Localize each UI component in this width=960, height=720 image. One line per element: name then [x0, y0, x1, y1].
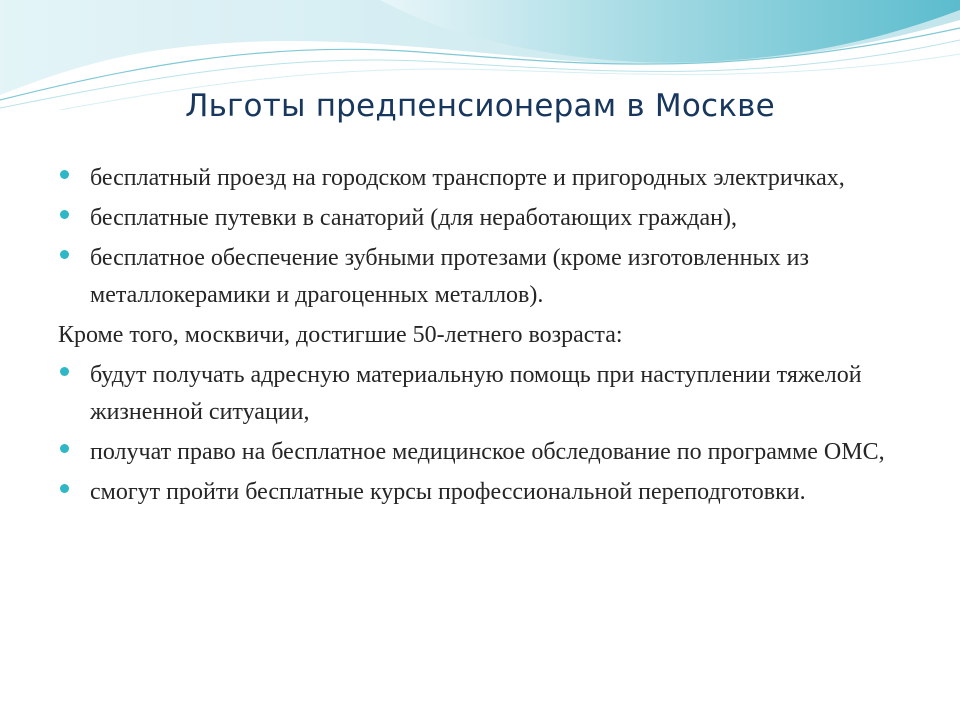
list-item-text: бесплатный проезд на городском транспорте и пригородных электричках,	[90, 165, 845, 191]
list-item	[58, 357, 918, 431]
list-item-text: бесплатное обеспечение зубными протезами (кроме изготовленных из металлокерамики и драгоценных металлов).	[90, 245, 809, 308]
bullet-icon	[60, 484, 69, 493]
bullet-icon	[60, 444, 69, 453]
bullet-icon	[60, 367, 69, 376]
bullet-icon	[60, 250, 69, 259]
list-item-text: будут получать адресную материальную помощь при наступлении тяжелой жизненной ситуации,	[90, 362, 862, 425]
intro-paragraph: Кроме того, москвичи, достигшие 50-летнего возраста:	[58, 322, 623, 348]
list-item	[58, 160, 918, 197]
wave-band-main	[380, 0, 960, 63]
list-item-text: смогут пройти бесплатные курсы профессиональной переподготовки.	[90, 479, 806, 505]
slide-content	[58, 160, 918, 514]
bullet-icon	[60, 210, 69, 219]
list-item	[58, 434, 918, 471]
list-item	[58, 200, 918, 237]
list-item-text: получат право на бесплатное медицинское обследование по программе ОМС,	[90, 439, 885, 465]
list-item-text: бесплатные путевки в санаторий (для неработающих граждан),	[90, 205, 737, 231]
list-item	[58, 474, 918, 511]
bullet-icon	[60, 170, 69, 179]
slide-title: Льготы предпенсионерам в Москве	[185, 88, 775, 124]
list-item	[58, 240, 918, 314]
